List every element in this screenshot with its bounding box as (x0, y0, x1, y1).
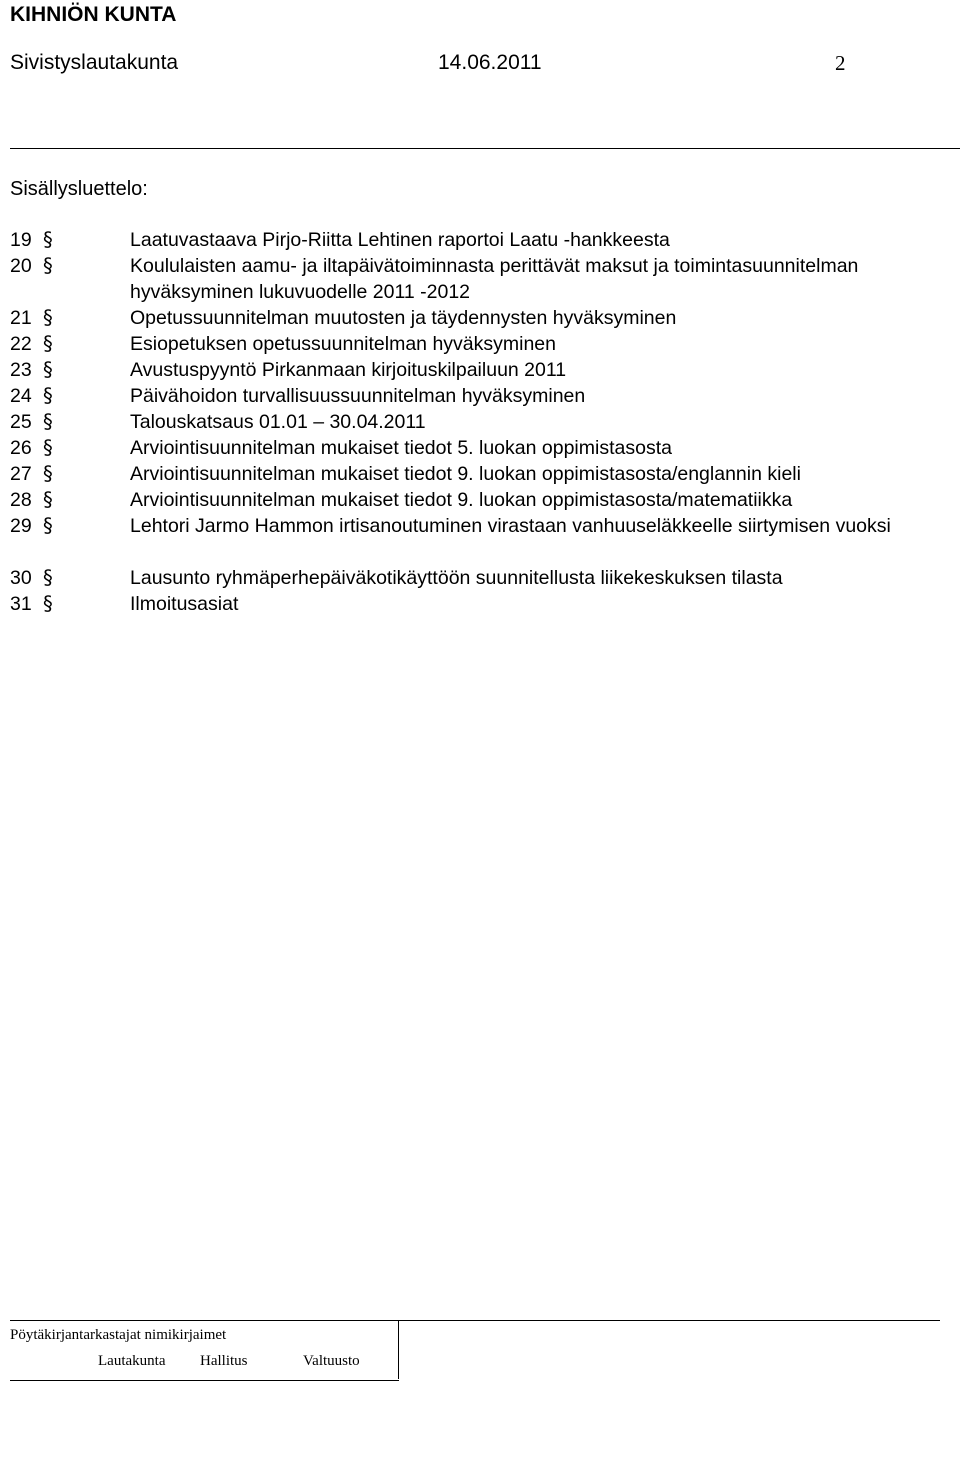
item-number: 20 (10, 255, 32, 277)
footer-column-government: Hallitus (200, 1353, 248, 1369)
item-number: 28 (10, 489, 32, 511)
item-title: Talouskatsaus 01.01 – 30.04.2011 (130, 411, 426, 433)
item-title: Ilmoitusasiat (130, 593, 239, 615)
organization-name: KIHNIÖN KUNTA (10, 3, 177, 26)
section-icon: § (43, 488, 53, 511)
inspectors-initials-label: Pöytäkirjantarkastajat nimikirjaimet (10, 1327, 227, 1343)
header-divider (10, 148, 960, 149)
section-icon: § (43, 566, 53, 589)
item-number: 19 (10, 229, 32, 251)
page-number: 2 (835, 51, 846, 75)
toc-item (10, 253, 955, 305)
section-icon: § (43, 254, 53, 277)
item-number: 25 (10, 411, 32, 433)
toc-item (10, 409, 955, 435)
item-number: 31 (10, 593, 32, 615)
toc-item (10, 487, 955, 513)
item-title: Koululaisten aamu- ja iltapäivätoiminnasta perittävät maksut ja toimintasuunnitelman hyväksyminen lukuvuodelle 2011 -2012 (130, 255, 859, 303)
section-icon: § (43, 514, 53, 537)
item-number: 27 (10, 463, 32, 485)
section-icon: § (43, 306, 53, 329)
item-title: Lausunto ryhmäperhepäiväkotikäyttöön suunnitellusta liikekeskuksen tilasta (130, 567, 783, 589)
section-icon: § (43, 592, 53, 615)
item-number: 21 (10, 307, 32, 329)
table-of-contents (10, 227, 955, 617)
item-title: Arviointisuunnitelman mukaiset tiedot 9. luokan oppimistasosta/englannin kieli (130, 463, 801, 485)
footer-column-board: Lautakunta (98, 1353, 166, 1369)
footer-column-council: Valtuusto (303, 1353, 360, 1369)
toc-item (10, 461, 955, 487)
item-title: Arviointisuunnitelman mukaiset tiedot 9. luokan oppimistasosta/matematiikka (130, 489, 793, 511)
toc-item (10, 565, 955, 591)
item-title: Esiopetuksen opetussuunnitelman hyväksyminen (130, 333, 557, 355)
toc-heading: Sisällysluettelo: (10, 178, 148, 200)
item-title: Päivähoidon turvallisuussuunnitelman hyväksyminen (130, 385, 586, 407)
item-number: 30 (10, 567, 32, 589)
section-icon: § (43, 358, 53, 381)
section-icon: § (43, 462, 53, 485)
toc-item (10, 227, 955, 253)
item-number: 23 (10, 359, 32, 381)
section-icon: § (43, 436, 53, 459)
document-header (10, 50, 950, 76)
section-icon: § (43, 332, 53, 355)
toc-item (10, 591, 955, 617)
toc-item (10, 305, 955, 331)
toc-item (10, 383, 955, 409)
toc-item (10, 435, 955, 461)
toc-item (10, 357, 955, 383)
item-title: Laatuvastaava Pirjo-Riitta Lehtinen raportoi Laatu -hankkeesta (130, 229, 670, 251)
footer-box-border (398, 1321, 399, 1379)
footer-box-bottom (10, 1380, 399, 1381)
section-icon: § (43, 410, 53, 433)
footer-divider (10, 1320, 940, 1321)
section-icon: § (43, 384, 53, 407)
item-number: 29 (10, 515, 32, 537)
toc-item (10, 331, 955, 357)
toc-item (10, 513, 955, 565)
item-number: 24 (10, 385, 32, 407)
item-number: 22 (10, 333, 32, 355)
meeting-date: 14.06.2011 (438, 51, 542, 74)
item-title: Arviointisuunnitelman mukaiset tiedot 5. luokan oppimistasosta (130, 437, 672, 459)
item-title: Lehtori Jarmo Hammon irtisanoutuminen virastaan vanhuuseläkkeelle siirtymisen vuoksi (130, 515, 891, 537)
board-name: Sivistyslautakunta (10, 51, 179, 74)
section-icon: § (43, 228, 53, 251)
item-number: 26 (10, 437, 32, 459)
item-title: Opetussuunnitelman muutosten ja täydennysten hyväksyminen (130, 307, 677, 329)
item-title: Avustuspyyntö Pirkanmaan kirjoituskilpailuun 2011 (130, 359, 567, 381)
